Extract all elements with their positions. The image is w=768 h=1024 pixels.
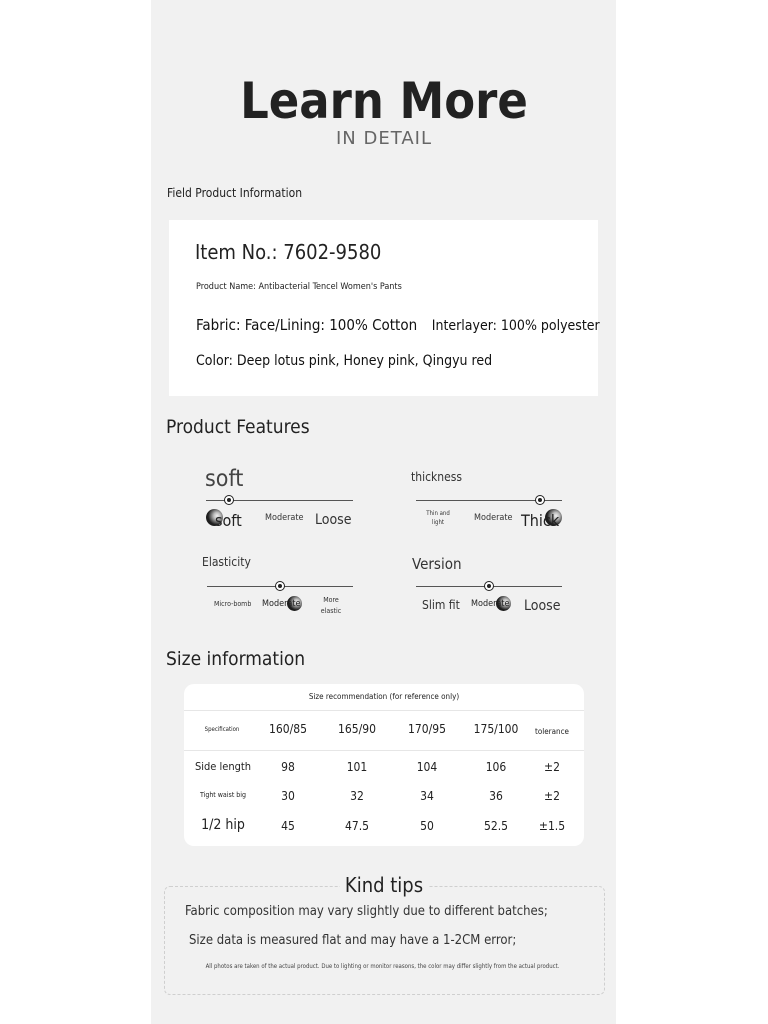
divider [184, 750, 584, 751]
table-cell: 50 [420, 819, 434, 833]
row-label: Tight waist big [199, 791, 247, 799]
feature-soft-name: soft [205, 466, 244, 492]
color-line: Color: Deep lotus pink, Honey pink, Qingyu red [196, 353, 493, 369]
header-cell: 160/85 [269, 722, 307, 736]
tips-line-1: Fabric composition may vary slightly due to different batches; [185, 904, 548, 919]
table-cell: 45 [281, 819, 295, 833]
table-cell: ±2 [544, 760, 560, 774]
table-cell: 52.5 [483, 819, 509, 833]
fabric-line [196, 316, 600, 334]
header-cell: tolerance [535, 727, 569, 736]
header-cell: Specification [204, 726, 240, 733]
table-cell: 106 [485, 760, 507, 774]
fabric-text: Fabric: Face/Lining: 100% Cotton [196, 316, 418, 334]
feature-thickness-opt-1: Moderate [474, 513, 513, 523]
hero-title: Learn More [240, 72, 528, 130]
header-cell: 165/90 [338, 722, 376, 736]
table-cell: 34 [420, 789, 434, 803]
feature-version-knob[interactable] [484, 581, 494, 591]
table-cell: 30 [281, 789, 295, 803]
table-cell: 36 [489, 789, 503, 803]
table-cell: 104 [416, 760, 438, 774]
feature-elasticity-opt-0: Micro-bomb [214, 600, 252, 608]
size-title: Size information [166, 648, 306, 670]
table-cell: 101 [346, 760, 368, 774]
item-number: Item No.: 7602-9580 [195, 240, 382, 264]
interlayer-text: Interlayer: 100% polyester [431, 318, 600, 334]
feature-version-name: Version [412, 555, 462, 573]
table-cell: 47.5 [344, 819, 370, 833]
row-label: Side length [194, 760, 252, 773]
hero-subtitle: IN DETAIL [336, 128, 432, 149]
row-label: 1/2 hip [201, 817, 245, 833]
feature-elasticity-name: Elasticity [202, 555, 251, 569]
table-cell: 32 [350, 789, 364, 803]
table-cell: 98 [281, 760, 295, 774]
feature-soft-knob[interactable] [224, 495, 234, 505]
feature-soft-opt-1: Moderate [265, 513, 304, 523]
feature-version-opt-2: Loose [524, 598, 561, 614]
divider [184, 710, 584, 711]
header-cell: 175/100 [473, 722, 519, 736]
feature-elasticity-opt-2: More elastic [320, 596, 342, 615]
table-cell: ±2 [544, 789, 560, 803]
tips-note: All photos are taken of the actual product. Due to lighting or monitor reasons, the color may differ slightly from the actual product. [205, 963, 560, 970]
feature-version-opt-1: Moderate [471, 599, 510, 609]
table-cell: ±1.5 [538, 819, 566, 833]
product-name: Product Name: Antibacterial Tencel Women's Pants [196, 282, 402, 292]
feature-soft-opt-2: Loose [315, 512, 352, 528]
tips-line-2: Size data is measured flat and may have a 1-2CM error; [189, 933, 517, 948]
tips-title: Kind tips [340, 873, 428, 897]
header-cell: 170/95 [408, 722, 446, 736]
size-table [184, 684, 584, 846]
feature-thickness-knob[interactable] [535, 495, 545, 505]
size-table-caption: Size recommendation (for reference only) [308, 692, 460, 701]
product-info-section-label: Field Product Information [167, 186, 303, 200]
feature-thickness-name: thickness [411, 470, 462, 484]
feature-version-opt-0: Slim fit [422, 598, 460, 612]
feature-soft-opt-0: soft [215, 511, 242, 530]
feature-thickness-opt-0: Thin and light [426, 510, 450, 526]
feature-elasticity-knob[interactable] [275, 581, 285, 591]
product-info-card [169, 220, 598, 396]
feature-thickness-opt-2: Thick [521, 511, 560, 530]
features-title: Product Features [166, 416, 310, 438]
feature-elasticity-opt-1: Moderate [262, 599, 301, 609]
